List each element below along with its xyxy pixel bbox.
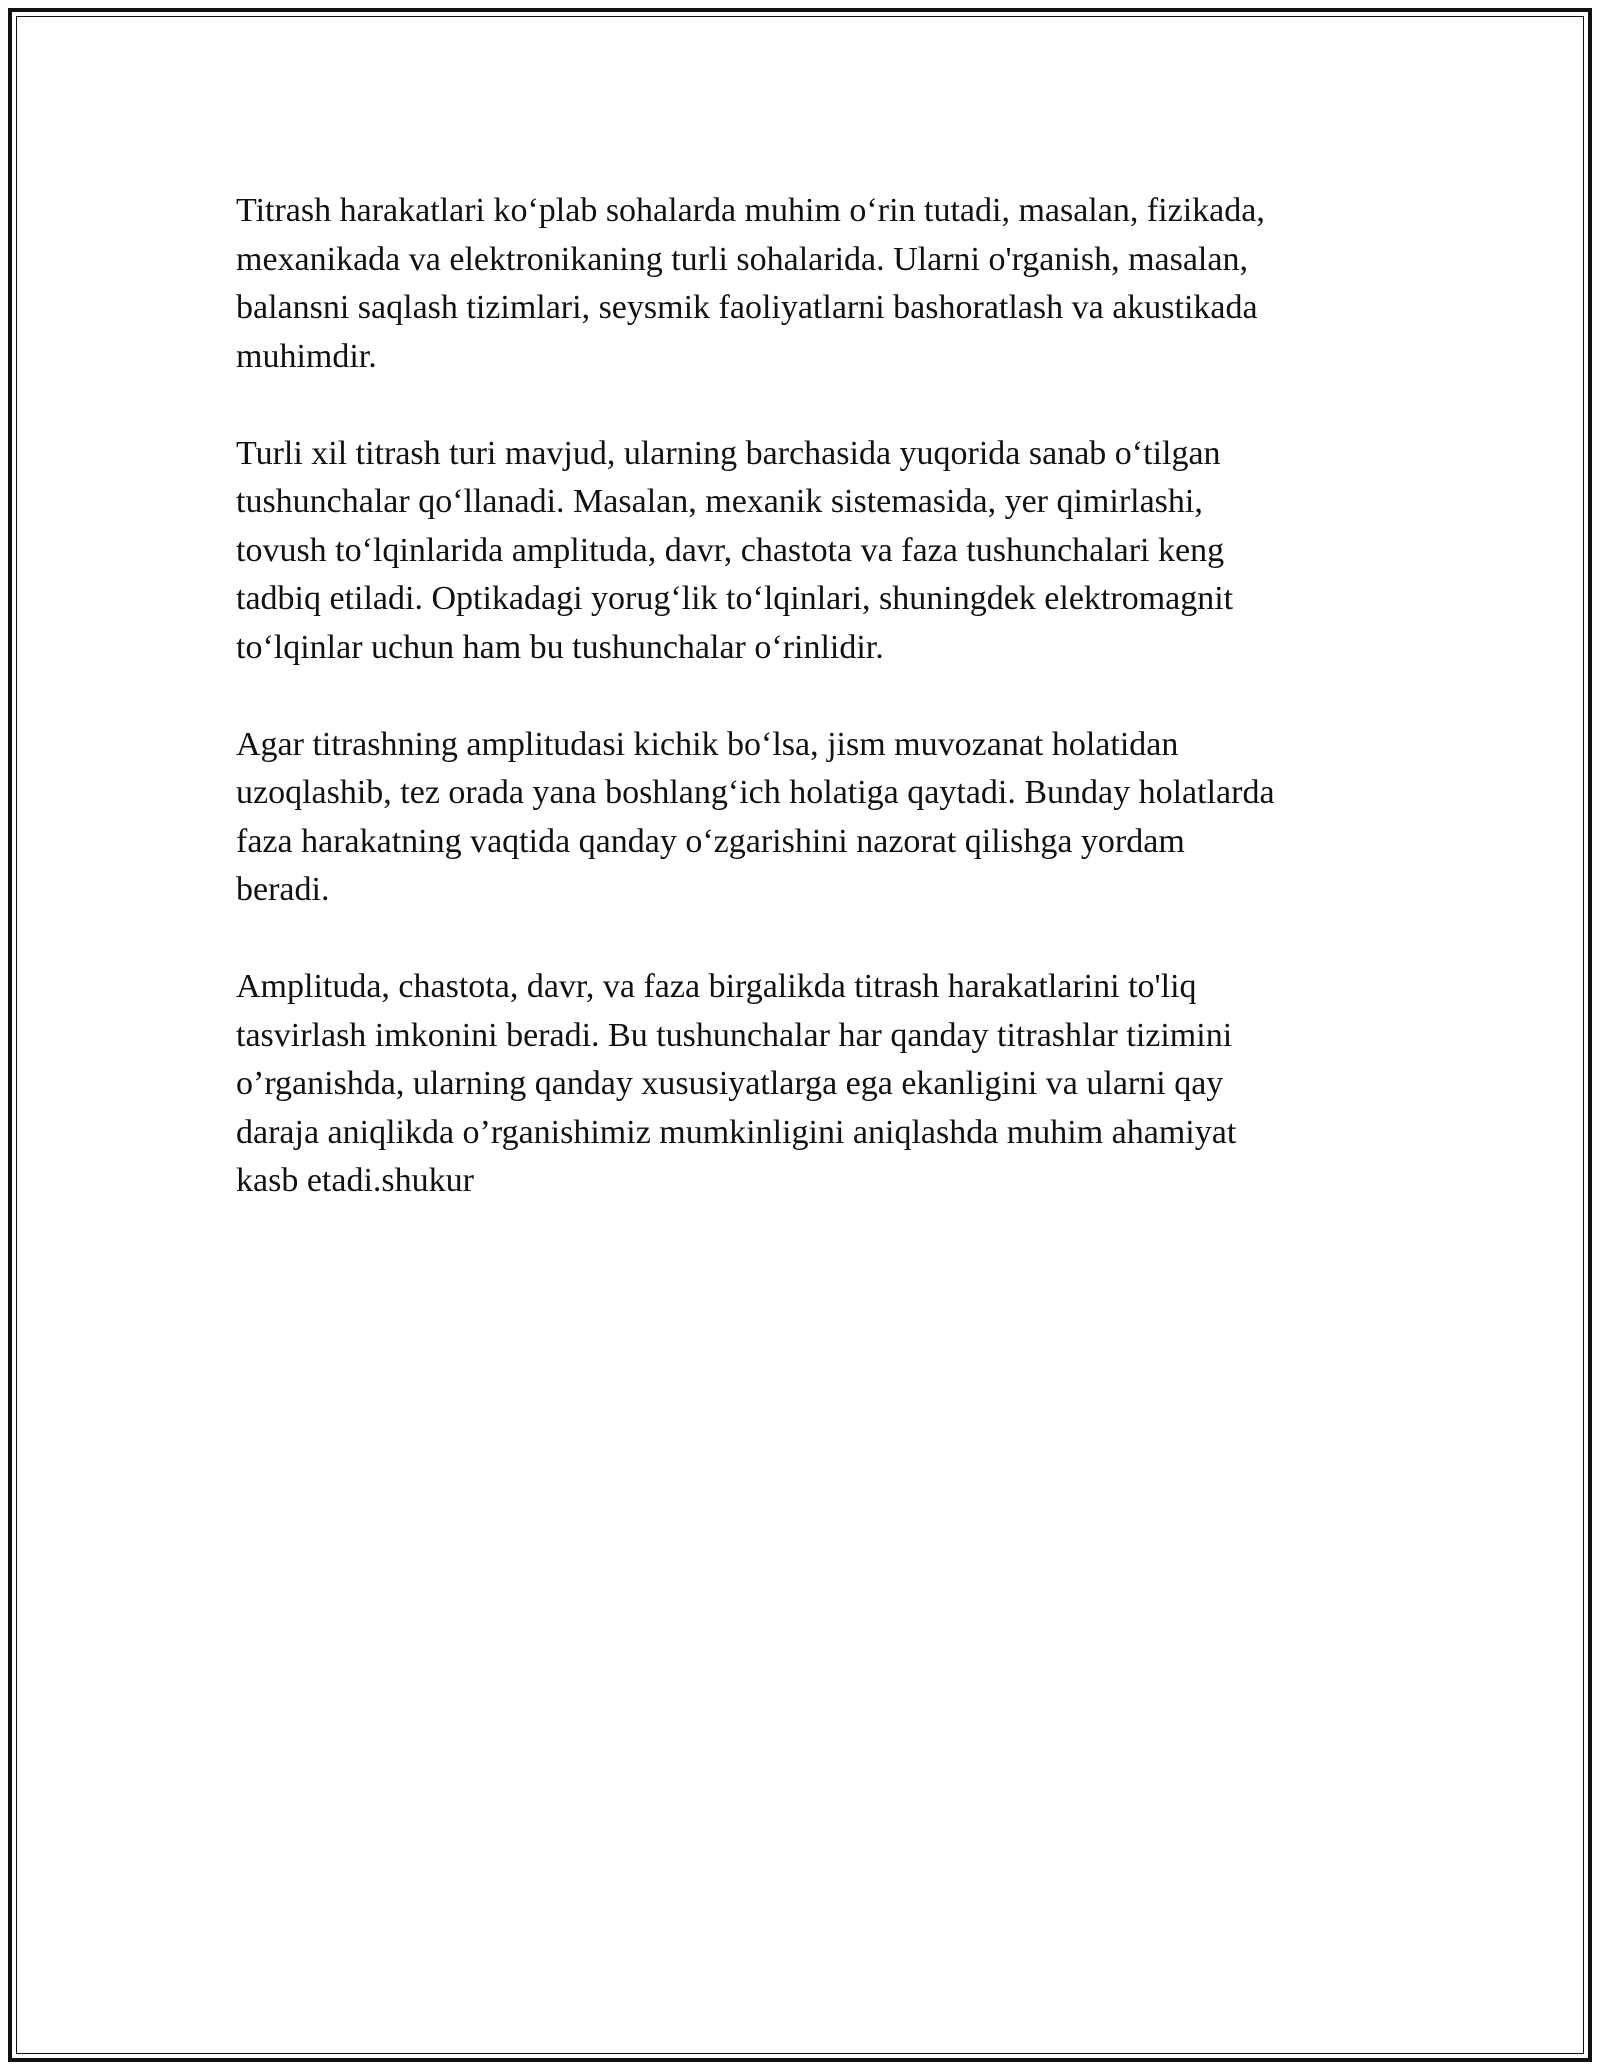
document-body <box>236 187 1366 1206</box>
paragraph-2 <box>236 430 1366 673</box>
text-line: muhimdir. <box>236 337 377 375</box>
text-line: daraja aniqlikda o’rganishimiz mumkinligini aniqlashda muhim ahamiyat <box>236 1113 1237 1151</box>
text-line: tushunchalar qo‘llanadi. Masalan, mexanik sistemasida, yer qimirlashi, <box>236 483 1203 520</box>
paragraph-4 <box>236 963 1366 1206</box>
text-line: tasvirlash imkonini beradi. Bu tushunchalar har qanday titrashlar tizimini <box>236 1016 1233 1054</box>
paragraph-3 <box>236 721 1366 915</box>
text-line: balansni saqlash tizimlari, seysmik faoliyatlarni bashoratlash va akustikada <box>236 289 1258 326</box>
text-line: Agar titrashning amplitudasi kichik bo‘lsa, jism muvozanat holatidan <box>236 725 1179 763</box>
text-line: uzoqlashib, tez orada yana boshlang‘ich holatiga qaytadi. Bunday holatlarda <box>236 774 1275 811</box>
text-line: mexanikada va elektronikaning turli sohalarida. Ularni o'rganish, masalan, <box>236 240 1248 278</box>
paragraph-1 <box>236 187 1366 381</box>
text-line: tovush to‘lqinlarida amplituda, davr, chastota va faza tushunchalari keng <box>236 531 1225 569</box>
text-line: Turli xil titrash turi mavjud, ularning barchasida yuqorida sanab o‘tilgan <box>236 434 1221 472</box>
text-line: Amplituda, chastota, davr, va faza birgalikda titrash harakatlarini to'liq <box>236 968 1197 1005</box>
text-line: Titrash harakatlari ko‘plab sohalarda muhim o‘rin tutadi, masalan, fizikada, <box>236 192 1265 229</box>
text-line: beradi. <box>236 871 330 908</box>
text-line: to‘lqinlar uchun ham bu tushunchalar o‘rinlidir. <box>236 628 884 666</box>
text-line: kasb etadi.shukur <box>236 1162 474 1199</box>
text-line: o’rganishda, ularning qanday xususiyatlarga ega ekanligini va ularni qay <box>236 1065 1224 1102</box>
text-line: faza harakatning vaqtida qanday o‘zgarishini nazorat qilishga yordam <box>236 822 1185 860</box>
text-line: tadbiq etiladi. Optikadagi yorug‘lik to‘lqinlari, shuningdek elektromagnit <box>236 580 1234 617</box>
